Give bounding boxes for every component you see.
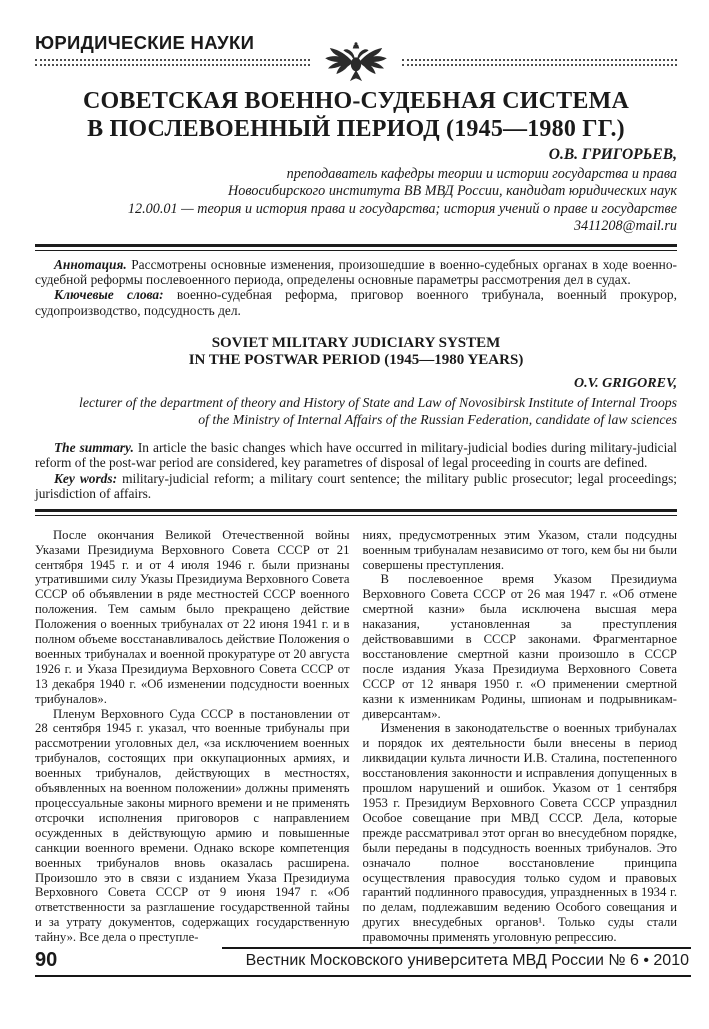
keywords-en-paragraph xyxy=(35,471,677,502)
article-title-ru-line1: СОВЕТСКАЯ ВОЕННО-СУДЕБНАЯ СИСТЕМА xyxy=(83,88,629,114)
body-column-right xyxy=(363,528,678,945)
ornament-chain-left xyxy=(35,59,310,66)
article-title-en-line1: SOVIET MILITARY JUDICIARY SYSTEM xyxy=(211,335,501,352)
body-paragraph: Изменения в законодательстве о военных трибуналах и порядок их деятельности были внесены в период ликвидации культа личности И.В. Сталина, постепенного восстановления законности и исправления допущенных в прошлом нарушений и ошибок. Указом от 1 сентября 1953 г. Президиум Верховного Совета СССР упразднил Особое совещание при МВД СССР. Дела, которые прежде рассматривал этот орган во внесудебном порядке, были переданы в подсудность военных трибуналов. Это означало полное восстановление принципа осуществления правосудия только судом и правовых гарантий подлинного правосудия, упраздненных в 1934 г. по делам, подлежавшим ведению Особого совещания и других внесудебных органов¹. Только суды стали правомочны применять уголовную репрессию. xyxy=(362,721,677,945)
summary-en-text: In article the basic changes which have occurred in military-judicial bodies during military-judicial reform of the post-war period are considered, key parametres of disposal of legal proceeding in courts are defined. xyxy=(35,440,677,471)
body-columns xyxy=(35,528,677,945)
abstract-ru-text: Рассмотрены основные изменения, произошедшие в военно-судебных органах в ходе военно-судебной реформы послевоенного периода, определены основные параметры рассмотрения дел в судах. xyxy=(35,256,677,288)
page-number: 90 xyxy=(35,948,58,971)
article-title-en-line2: IN THE POSTWAR PERIOD (1945—1980 YEARS) xyxy=(188,352,524,369)
affiliation-ru-line3: 12.00.01 — теория и история права и государства; история учений о праве и государстве xyxy=(127,200,677,217)
summary-en-block xyxy=(35,440,677,502)
affiliation-en-line1: lecturer of the department of theory and History of State and Law of Novosibirsk Institute of Internal Troops xyxy=(79,395,677,411)
affiliation-ru xyxy=(35,166,677,236)
section-header: ЮРИДИЧЕСКИЕ НАУКИ xyxy=(35,32,255,53)
keywords-ru-paragraph xyxy=(35,287,677,318)
author-email: 3411208@mail.ru xyxy=(573,218,677,235)
summary-en-label: The summary. xyxy=(54,440,134,456)
keywords-en-label: Key words: xyxy=(54,470,118,486)
abstract-ru-block xyxy=(35,257,677,319)
affiliation-en xyxy=(35,395,677,428)
affiliation-ru-line2: Новосибирского института ВВ МВД России, кандидат юридических наук xyxy=(228,183,677,200)
ornament-chain-right xyxy=(402,59,677,66)
abstract-ru-label: Аннотация. xyxy=(54,256,127,272)
author-en: O.V. GRIGOREV, xyxy=(574,376,677,392)
page-footer xyxy=(35,947,691,977)
mvd-double-headed-eagle-icon xyxy=(319,41,393,83)
body-column-left xyxy=(35,528,350,945)
abstract-ru-paragraph xyxy=(35,257,677,288)
footer-row xyxy=(35,947,691,977)
summary-en-paragraph xyxy=(35,440,677,471)
article-title-en xyxy=(35,335,677,369)
keywords-ru-text: военно-судебная реформа, приговор военного трибунала, военный прокурор, судопроизводство, подсудность дел. xyxy=(35,287,677,318)
body-paragraph: В послевоенное время Указом Президиума Верховного Совета СССР от 26 мая 1947 г. «Об отмене смертной казни» была исключена высшая мера наказания, установленная за преступления действовавшими в СССР законами. Фрагментарное восстановление смертной казни произошло в СССР после издания Указа Президиума Верховного Совета СССР от 12 января 1950 г. «О применении смертной казни к изменникам Родины, шпионам и подрывникам-диверсантам». xyxy=(362,572,677,721)
double-rule-top xyxy=(35,244,677,251)
affiliation-ru-line1: преподаватель кафедры теории и истории государства и права xyxy=(286,166,677,182)
author-ru: О.В. ГРИГОРЬЕВ, xyxy=(548,146,677,163)
article-title-ru-line2: В ПОСЛЕВОЕННЫЙ ПЕРИОД (1945—1980 ГГ.) xyxy=(87,116,625,142)
article-title-ru xyxy=(35,87,677,143)
keywords-ru-label: Ключевые слова: xyxy=(54,287,164,303)
double-rule-body xyxy=(35,509,677,516)
body-paragraph: Пленум Верховного Суда СССР в постановлении от 28 сентября 1945 г. указал, что военные трибуналы при рассмотрении уголовных дел, «за исключением военных трибуналов, состоящих при оккупационных армиях, и военных трибуналов, действующих в местностях, объявленных на военном положении» должны применять процессуальные законы мирного времени и не применять отсрочки исполнения приговоров с направлением осужденных в действующую армию и повышенные санкции военного времени. Однако вскоре компетенция военных трибуналов вновь оказалась расширена. Произошло это в связи с изданием Указа Президиума Верховного Совета СССР от 9 июня 1947 г. «Об ответственности за разглашение государственной тайны и за утрату документов, содержащих государственную тайну». Все дела о преступле- xyxy=(35,706,350,945)
affiliation-en-line2: of the Ministry of Internal Affairs of the Russian Federation, candidate of law sciences xyxy=(198,411,677,427)
body-paragraph: После окончания Великой Отечественной войны Указами Президиума Верховного Совета СССР от 21 сентября 1945 г. и от 4 июля 1946 г. были признаны утратившими силу Указы Президиума Верховного Совета СССР об объявлении в ряде местностей СССР военного положения. Тем самым было прекращено действие Положения о военных трибуналах от 22 июня 1941 г. и в полном объеме восстанавливалось действие Положения о военных трибуналах и военной прокуратуре от 20 августа 1926 г. и Указа Президиума Верховного Совета СССР от 13 декабря 1940 г. «Об изменении подсудности военных трибуналов». xyxy=(35,527,350,706)
journal-name: Вестник Московского университета МВД России № 6 • 2010 xyxy=(222,947,691,975)
body-paragraph: ниях, предусмотренных этим Указом, стали подсудны военным трибуналам независимо от того, кем бы ни были совершены преступления. xyxy=(362,527,677,572)
keywords-en-text: military-judicial reform; a military court sentence; the military public prosecutor; legal proceedings; jurisdiction of affairs. xyxy=(35,470,678,502)
